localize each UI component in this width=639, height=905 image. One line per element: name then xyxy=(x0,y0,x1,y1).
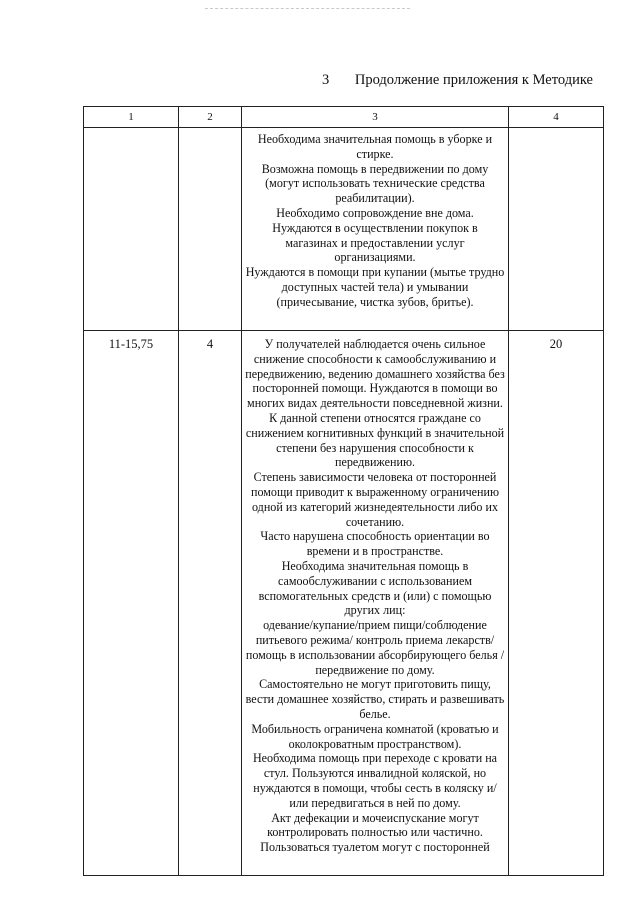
description-line: Нуждаются в помощи при купании (мытье трудно доступных частей тела) и умывании (причесывание, чистка зубов, бритье). xyxy=(245,265,505,309)
description-line: Необходимо сопровождение вне дома. xyxy=(276,205,474,220)
description-line: Степень зависимости человека от посторонней помощи приводит к выраженному ограничению одной из категорий жизнедеятельности либо их сочетанию. xyxy=(250,470,500,529)
description-line: У получателей наблюдается очень сильное снижение способности к самообслуживанию и передвижению, ведению домашнего хозяйства без посторонней помощи. Нуждаются в помощи во многих видах деятельности повседневной жизни. xyxy=(245,337,505,411)
description-line: Возможна помощь в передвижении по дому (могут использовать технические средства реабилитации). xyxy=(261,161,489,206)
column-header-3: 3 xyxy=(242,107,509,128)
page-title: Продолжение приложения к Методике xyxy=(354,72,593,88)
description-line: Необходима значительная помощь в уборке и стирке. xyxy=(257,132,493,161)
description-line: Акт дефекации и мочеиспускание могут контролировать полностью или частично. xyxy=(267,810,483,840)
column-header-4: 4 xyxy=(509,107,604,128)
description-line: Необходима значительная помощь в самообслуживании с использованием вспомогательных средств и (или) с помощью других лиц: xyxy=(258,558,492,618)
table-header xyxy=(84,107,604,128)
description-cell xyxy=(242,128,509,331)
score-range-cell xyxy=(84,128,179,331)
description-line: Необходима помощь при переходе с кровати на стул. Пользуются инвалидной коляской, но нуждаются в помощи, чтобы сесть в коляску и/или передвигаться в ней по дому. xyxy=(252,751,498,810)
score-range-cell: 11-15,75 xyxy=(84,331,179,876)
hours-cell: 20 xyxy=(509,331,604,876)
methodology-table xyxy=(83,106,604,876)
description-line: одевание/купание/прием пищи/соблюдение питьевого режима/ контроль приема лекарств/ помощь в использовании абсорбирующего белья /передвижение по дому. xyxy=(245,618,505,677)
dependency-level-cell: 4 xyxy=(179,331,242,876)
dependency-level-cell xyxy=(179,128,242,331)
column-header-1: 1 xyxy=(84,107,179,128)
description-line: К данной степени относятся граждане со снижением когнитивных функций в значительной степени без нарушения способности к передвижению. xyxy=(245,410,505,470)
description-line: Самостоятельно не могут приготовить пищу, вести домашнее хозяйство, стирать и развешивать белье. xyxy=(245,677,505,721)
table-row xyxy=(84,128,604,331)
hours-cell xyxy=(509,128,604,331)
description-line: Мобильность ограничена комнатой (кроватью и околокроватным пространством). xyxy=(251,721,499,751)
description-cell xyxy=(242,331,509,876)
description-line: Нуждаются в осуществлении покупок в магазинах и предоставлении услуг организациями. xyxy=(272,220,478,265)
description-line: Пользоваться туалетом могут с посторонней xyxy=(260,840,490,855)
column-header-2: 2 xyxy=(179,107,242,128)
description-line: Часто нарушена способность ориентации во времени и в пространстве. xyxy=(260,529,490,559)
page-number: 3 xyxy=(322,72,330,88)
page-header xyxy=(322,72,593,89)
scan-artifact-line xyxy=(205,8,410,9)
table-row xyxy=(84,331,604,876)
